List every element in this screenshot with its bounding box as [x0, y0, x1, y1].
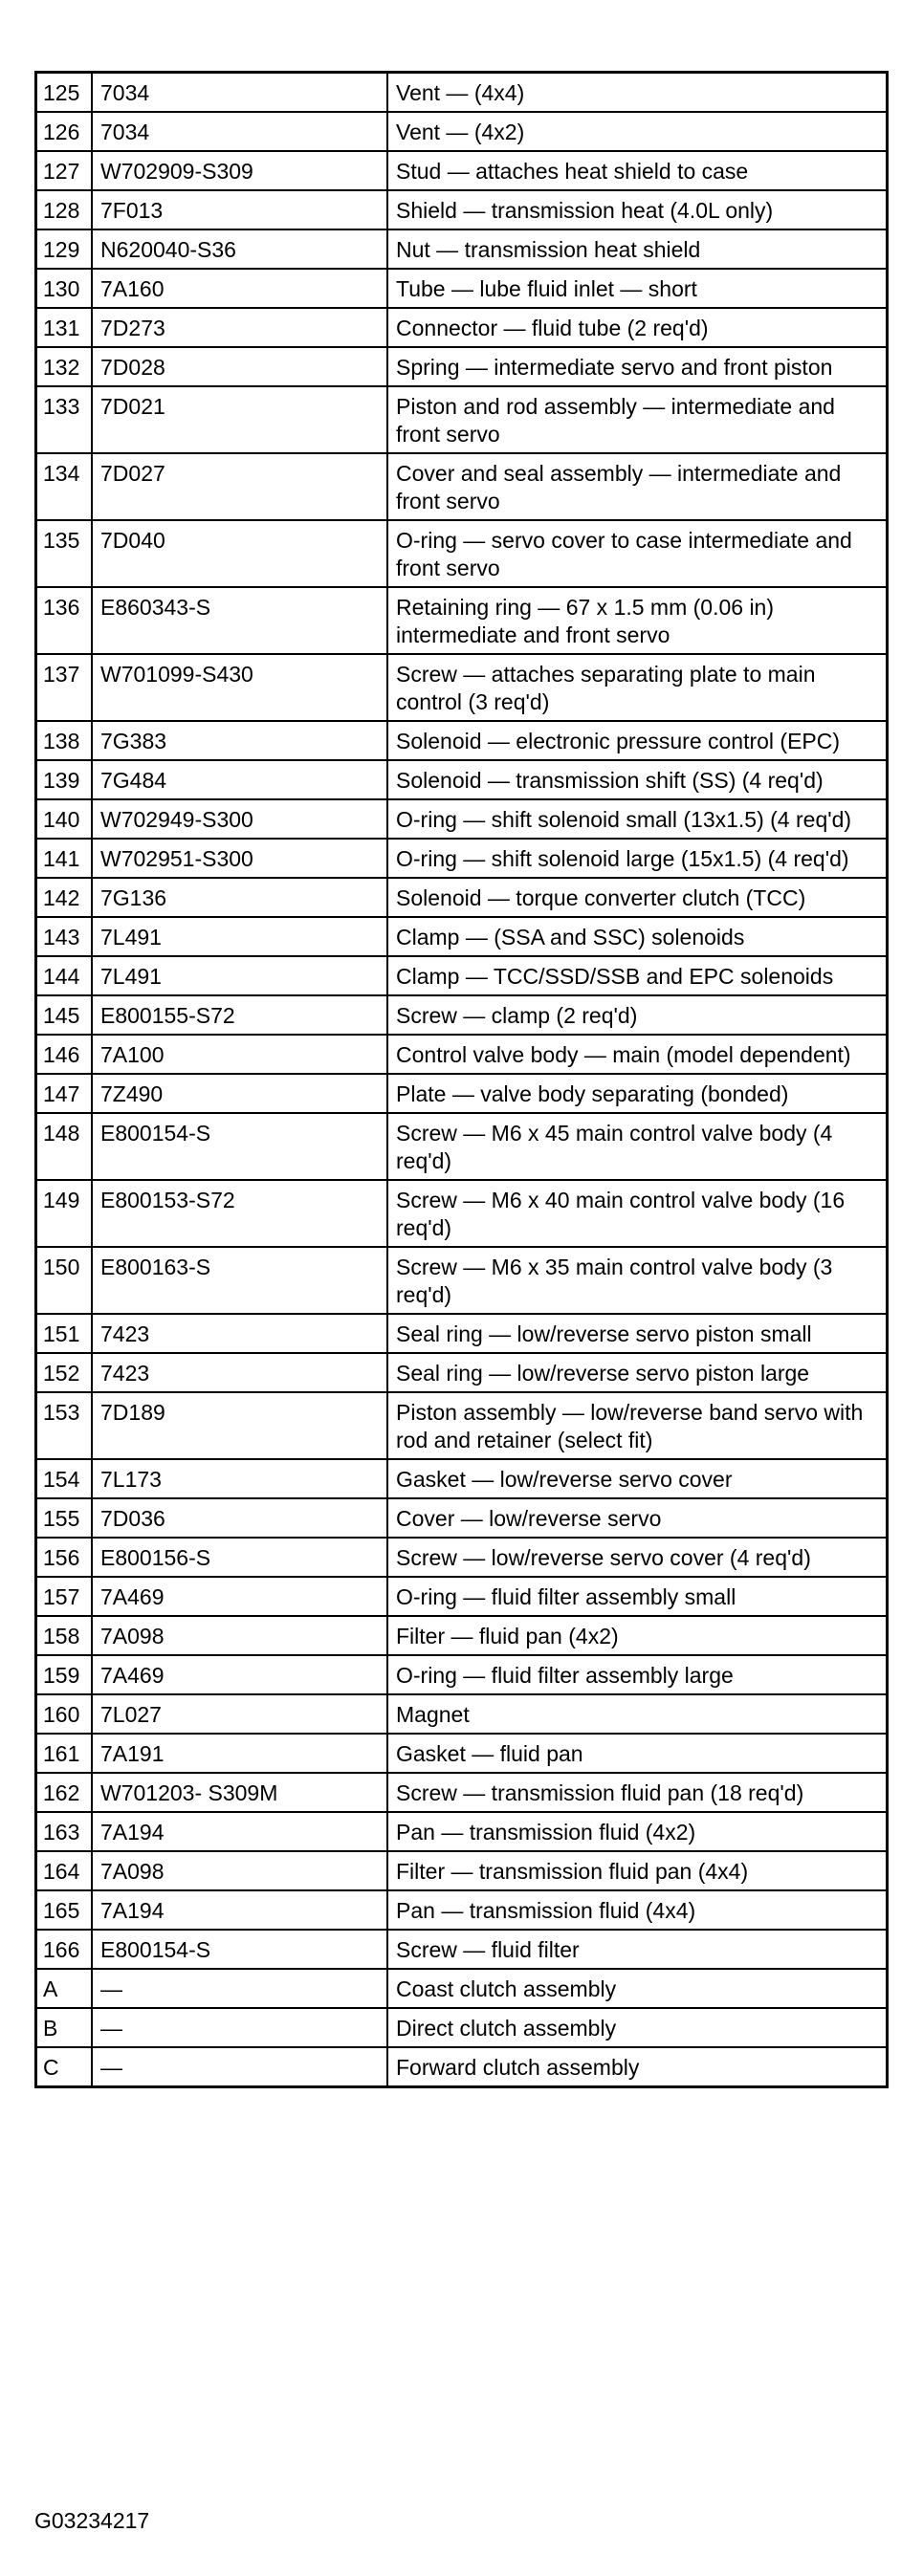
- part-number-cell: 7D028: [92, 347, 387, 386]
- description-cell: Forward clutch assembly: [387, 2047, 888, 2087]
- table-row: [36, 721, 888, 760]
- item-number-cell: 163: [36, 1812, 93, 1851]
- item-number-cell: 127: [36, 151, 93, 190]
- part-number-cell: 7L491: [92, 956, 387, 995]
- part-number-cell: 7A098: [92, 1616, 387, 1655]
- item-number-cell: 152: [36, 1353, 93, 1392]
- item-number-cell: 161: [36, 1734, 93, 1773]
- item-number-cell: 151: [36, 1314, 93, 1353]
- item-number-cell: 149: [36, 1180, 93, 1247]
- part-number-cell: 7A469: [92, 1655, 387, 1694]
- table-row: [36, 1930, 888, 1969]
- item-number-cell: 162: [36, 1773, 93, 1812]
- item-number-cell: 154: [36, 1459, 93, 1498]
- table-row: [36, 1113, 888, 1180]
- item-number-cell: 146: [36, 1035, 93, 1074]
- table-row: [36, 1035, 888, 1074]
- part-number-cell: 7G383: [92, 721, 387, 760]
- description-cell: O-ring — shift solenoid small (13x1.5) (4 req'd): [387, 799, 888, 839]
- table-row: [36, 1616, 888, 1655]
- description-cell: Screw — clamp (2 req'd): [387, 995, 888, 1035]
- description-cell: O-ring — shift solenoid large (15x1.5) (4 req'd): [387, 839, 888, 878]
- item-number-cell: 158: [36, 1616, 93, 1655]
- item-number-cell: 160: [36, 1694, 93, 1734]
- item-number-cell: 159: [36, 1655, 93, 1694]
- table-row: [36, 799, 888, 839]
- table-row: [36, 1314, 888, 1353]
- item-number-cell: 153: [36, 1392, 93, 1459]
- item-number-cell: 145: [36, 995, 93, 1035]
- description-cell: Screw — attaches separating plate to main control (3 req'd): [387, 654, 888, 721]
- description-cell: Solenoid — electronic pressure control (EPC): [387, 721, 888, 760]
- table-row: [36, 917, 888, 956]
- part-number-cell: E800155-S72: [92, 995, 387, 1035]
- table-row: [36, 151, 888, 190]
- item-number-cell: 128: [36, 190, 93, 229]
- table-row: [36, 269, 888, 308]
- description-cell: Seal ring — low/reverse servo piston large: [387, 1353, 888, 1392]
- table-row: [36, 654, 888, 721]
- description-cell: Direct clutch assembly: [387, 2008, 888, 2047]
- description-cell: Filter — fluid pan (4x2): [387, 1616, 888, 1655]
- parts-table-body: [36, 73, 888, 2087]
- part-number-cell: 7A469: [92, 1577, 387, 1616]
- description-cell: Piston assembly — low/reverse band servo with rod and retainer (select fit): [387, 1392, 888, 1459]
- description-cell: Clamp — TCC/SSD/SSB and EPC solenoids: [387, 956, 888, 995]
- table-row: [36, 1969, 888, 2008]
- item-number-cell: 143: [36, 917, 93, 956]
- description-cell: Plate — valve body separating (bonded): [387, 1074, 888, 1113]
- part-number-cell: 7D036: [92, 1498, 387, 1538]
- description-cell: Solenoid — transmission shift (SS) (4 req'd): [387, 760, 888, 799]
- description-cell: Screw — M6 x 45 main control valve body (4 req'd): [387, 1113, 888, 1180]
- item-number-cell: 165: [36, 1890, 93, 1930]
- table-row: [36, 1180, 888, 1247]
- part-number-cell: 7L173: [92, 1459, 387, 1498]
- table-row: [36, 878, 888, 917]
- description-cell: Clamp — (SSA and SSC) solenoids: [387, 917, 888, 956]
- description-cell: Cover and seal assembly — intermediate and front servo: [387, 453, 888, 520]
- table-row: [36, 1353, 888, 1392]
- table-row: [36, 1247, 888, 1314]
- part-number-cell: 7G136: [92, 878, 387, 917]
- part-number-cell: 7D189: [92, 1392, 387, 1459]
- table-row: [36, 2047, 888, 2087]
- part-number-cell: 7Z490: [92, 1074, 387, 1113]
- figure-id: G03234217: [34, 2508, 150, 2533]
- description-cell: O-ring — fluid filter assembly large: [387, 1655, 888, 1694]
- description-cell: Nut — transmission heat shield: [387, 229, 888, 269]
- description-cell: Magnet: [387, 1694, 888, 1734]
- item-number-cell: 150: [36, 1247, 93, 1314]
- item-number-cell: 139: [36, 760, 93, 799]
- part-number-cell: 7A191: [92, 1734, 387, 1773]
- table-row: [36, 1655, 888, 1694]
- table-row: [36, 839, 888, 878]
- description-cell: Coast clutch assembly: [387, 1969, 888, 2008]
- description-cell: Screw — M6 x 40 main control valve body (16 req'd): [387, 1180, 888, 1247]
- part-number-cell: W702949-S300: [92, 799, 387, 839]
- part-number-cell: E800154-S: [92, 1113, 387, 1180]
- description-cell: Retaining ring — 67 x 1.5 mm (0.06 in) intermediate and front servo: [387, 587, 888, 654]
- table-row: [36, 1890, 888, 1930]
- table-row: [36, 1538, 888, 1577]
- part-number-cell: 7423: [92, 1314, 387, 1353]
- item-number-cell: 142: [36, 878, 93, 917]
- item-number-cell: 141: [36, 839, 93, 878]
- item-number-cell: 126: [36, 112, 93, 151]
- part-number-cell: —: [92, 2008, 387, 2047]
- description-cell: Stud — attaches heat shield to case: [387, 151, 888, 190]
- part-number-cell: 7D021: [92, 386, 387, 453]
- item-number-cell: A: [36, 1969, 93, 2008]
- part-number-cell: 7A194: [92, 1890, 387, 1930]
- description-cell: Screw — fluid filter: [387, 1930, 888, 1969]
- part-number-cell: 7A194: [92, 1812, 387, 1851]
- table-row: [36, 956, 888, 995]
- description-cell: Pan — transmission fluid (4x4): [387, 1890, 888, 1930]
- item-number-cell: 157: [36, 1577, 93, 1616]
- description-cell: Screw — M6 x 35 main control valve body (3 req'd): [387, 1247, 888, 1314]
- table-row: [36, 308, 888, 347]
- table-row: [36, 229, 888, 269]
- description-cell: Vent — (4x4): [387, 73, 888, 113]
- description-cell: Pan — transmission fluid (4x2): [387, 1812, 888, 1851]
- part-number-cell: 7423: [92, 1353, 387, 1392]
- description-cell: Control valve body — main (model dependent): [387, 1035, 888, 1074]
- part-number-cell: 7L027: [92, 1694, 387, 1734]
- description-cell: Tube — lube fluid inlet — short: [387, 269, 888, 308]
- item-number-cell: 131: [36, 308, 93, 347]
- description-cell: O-ring — servo cover to case intermediate and front servo: [387, 520, 888, 587]
- table-row: [36, 1773, 888, 1812]
- item-number-cell: 140: [36, 799, 93, 839]
- part-number-cell: 7G484: [92, 760, 387, 799]
- item-number-cell: 137: [36, 654, 93, 721]
- description-cell: Filter — transmission fluid pan (4x4): [387, 1851, 888, 1890]
- part-number-cell: 7034: [92, 112, 387, 151]
- part-number-cell: E800156-S: [92, 1538, 387, 1577]
- part-number-cell: E860343-S: [92, 587, 387, 654]
- table-row: [36, 1851, 888, 1890]
- table-row: [36, 587, 888, 654]
- table-row: [36, 760, 888, 799]
- item-number-cell: 148: [36, 1113, 93, 1180]
- part-number-cell: 7A098: [92, 1851, 387, 1890]
- description-cell: Gasket — fluid pan: [387, 1734, 888, 1773]
- table-row: [36, 1734, 888, 1773]
- item-number-cell: 125: [36, 73, 93, 113]
- table-row: [36, 190, 888, 229]
- item-number-cell: 130: [36, 269, 93, 308]
- part-number-cell: 7A160: [92, 269, 387, 308]
- table-row: [36, 1074, 888, 1113]
- description-cell: Connector — fluid tube (2 req'd): [387, 308, 888, 347]
- table-row: [36, 2008, 888, 2047]
- part-number-cell: 7L491: [92, 917, 387, 956]
- table-row: [36, 112, 888, 151]
- item-number-cell: C: [36, 2047, 93, 2087]
- part-number-cell: E800154-S: [92, 1930, 387, 1969]
- part-number-cell: —: [92, 1969, 387, 2008]
- table-row: [36, 995, 888, 1035]
- description-cell: Spring — intermediate servo and front piston: [387, 347, 888, 386]
- table-row: [36, 1694, 888, 1734]
- part-number-cell: W702951-S300: [92, 839, 387, 878]
- description-cell: Shield — transmission heat (4.0L only): [387, 190, 888, 229]
- description-cell: O-ring — fluid filter assembly small: [387, 1577, 888, 1616]
- table-row: [36, 520, 888, 587]
- table-row: [36, 1812, 888, 1851]
- item-number-cell: 129: [36, 229, 93, 269]
- part-number-cell: W701099-S430: [92, 654, 387, 721]
- item-number-cell: 164: [36, 1851, 93, 1890]
- item-number-cell: B: [36, 2008, 93, 2047]
- part-number-cell: N620040-S36: [92, 229, 387, 269]
- parts-table: [34, 71, 889, 2088]
- item-number-cell: 132: [36, 347, 93, 386]
- description-cell: Vent — (4x2): [387, 112, 888, 151]
- description-cell: Cover — low/reverse servo: [387, 1498, 888, 1538]
- item-number-cell: 135: [36, 520, 93, 587]
- part-number-cell: 7A100: [92, 1035, 387, 1074]
- table-row: [36, 453, 888, 520]
- part-number-cell: W701203- S309M: [92, 1773, 387, 1812]
- table-row: [36, 1392, 888, 1459]
- part-number-cell: E800163-S: [92, 1247, 387, 1314]
- item-number-cell: 138: [36, 721, 93, 760]
- part-number-cell: 7F013: [92, 190, 387, 229]
- part-number-cell: E800153-S72: [92, 1180, 387, 1247]
- item-number-cell: 134: [36, 453, 93, 520]
- description-cell: Piston and rod assembly — intermediate and front servo: [387, 386, 888, 453]
- table-row: [36, 347, 888, 386]
- part-number-cell: 7D273: [92, 308, 387, 347]
- part-number-cell: 7D027: [92, 453, 387, 520]
- part-number-cell: W702909-S309: [92, 151, 387, 190]
- part-number-cell: —: [92, 2047, 387, 2087]
- part-number-cell: 7034: [92, 73, 387, 113]
- table-row: [36, 1459, 888, 1498]
- part-number-cell: 7D040: [92, 520, 387, 587]
- description-cell: Screw — low/reverse servo cover (4 req'd): [387, 1538, 888, 1577]
- item-number-cell: 147: [36, 1074, 93, 1113]
- table-row: [36, 386, 888, 453]
- item-number-cell: 136: [36, 587, 93, 654]
- table-row: [36, 1498, 888, 1538]
- item-number-cell: 133: [36, 386, 93, 453]
- item-number-cell: 156: [36, 1538, 93, 1577]
- item-number-cell: 144: [36, 956, 93, 995]
- description-cell: Seal ring — low/reverse servo piston small: [387, 1314, 888, 1353]
- table-row: [36, 1577, 888, 1616]
- description-cell: Screw — transmission fluid pan (18 req'd): [387, 1773, 888, 1812]
- item-number-cell: 155: [36, 1498, 93, 1538]
- description-cell: Gasket — low/reverse servo cover: [387, 1459, 888, 1498]
- item-number-cell: 166: [36, 1930, 93, 1969]
- description-cell: Solenoid — torque converter clutch (TCC): [387, 878, 888, 917]
- table-row: [36, 73, 888, 113]
